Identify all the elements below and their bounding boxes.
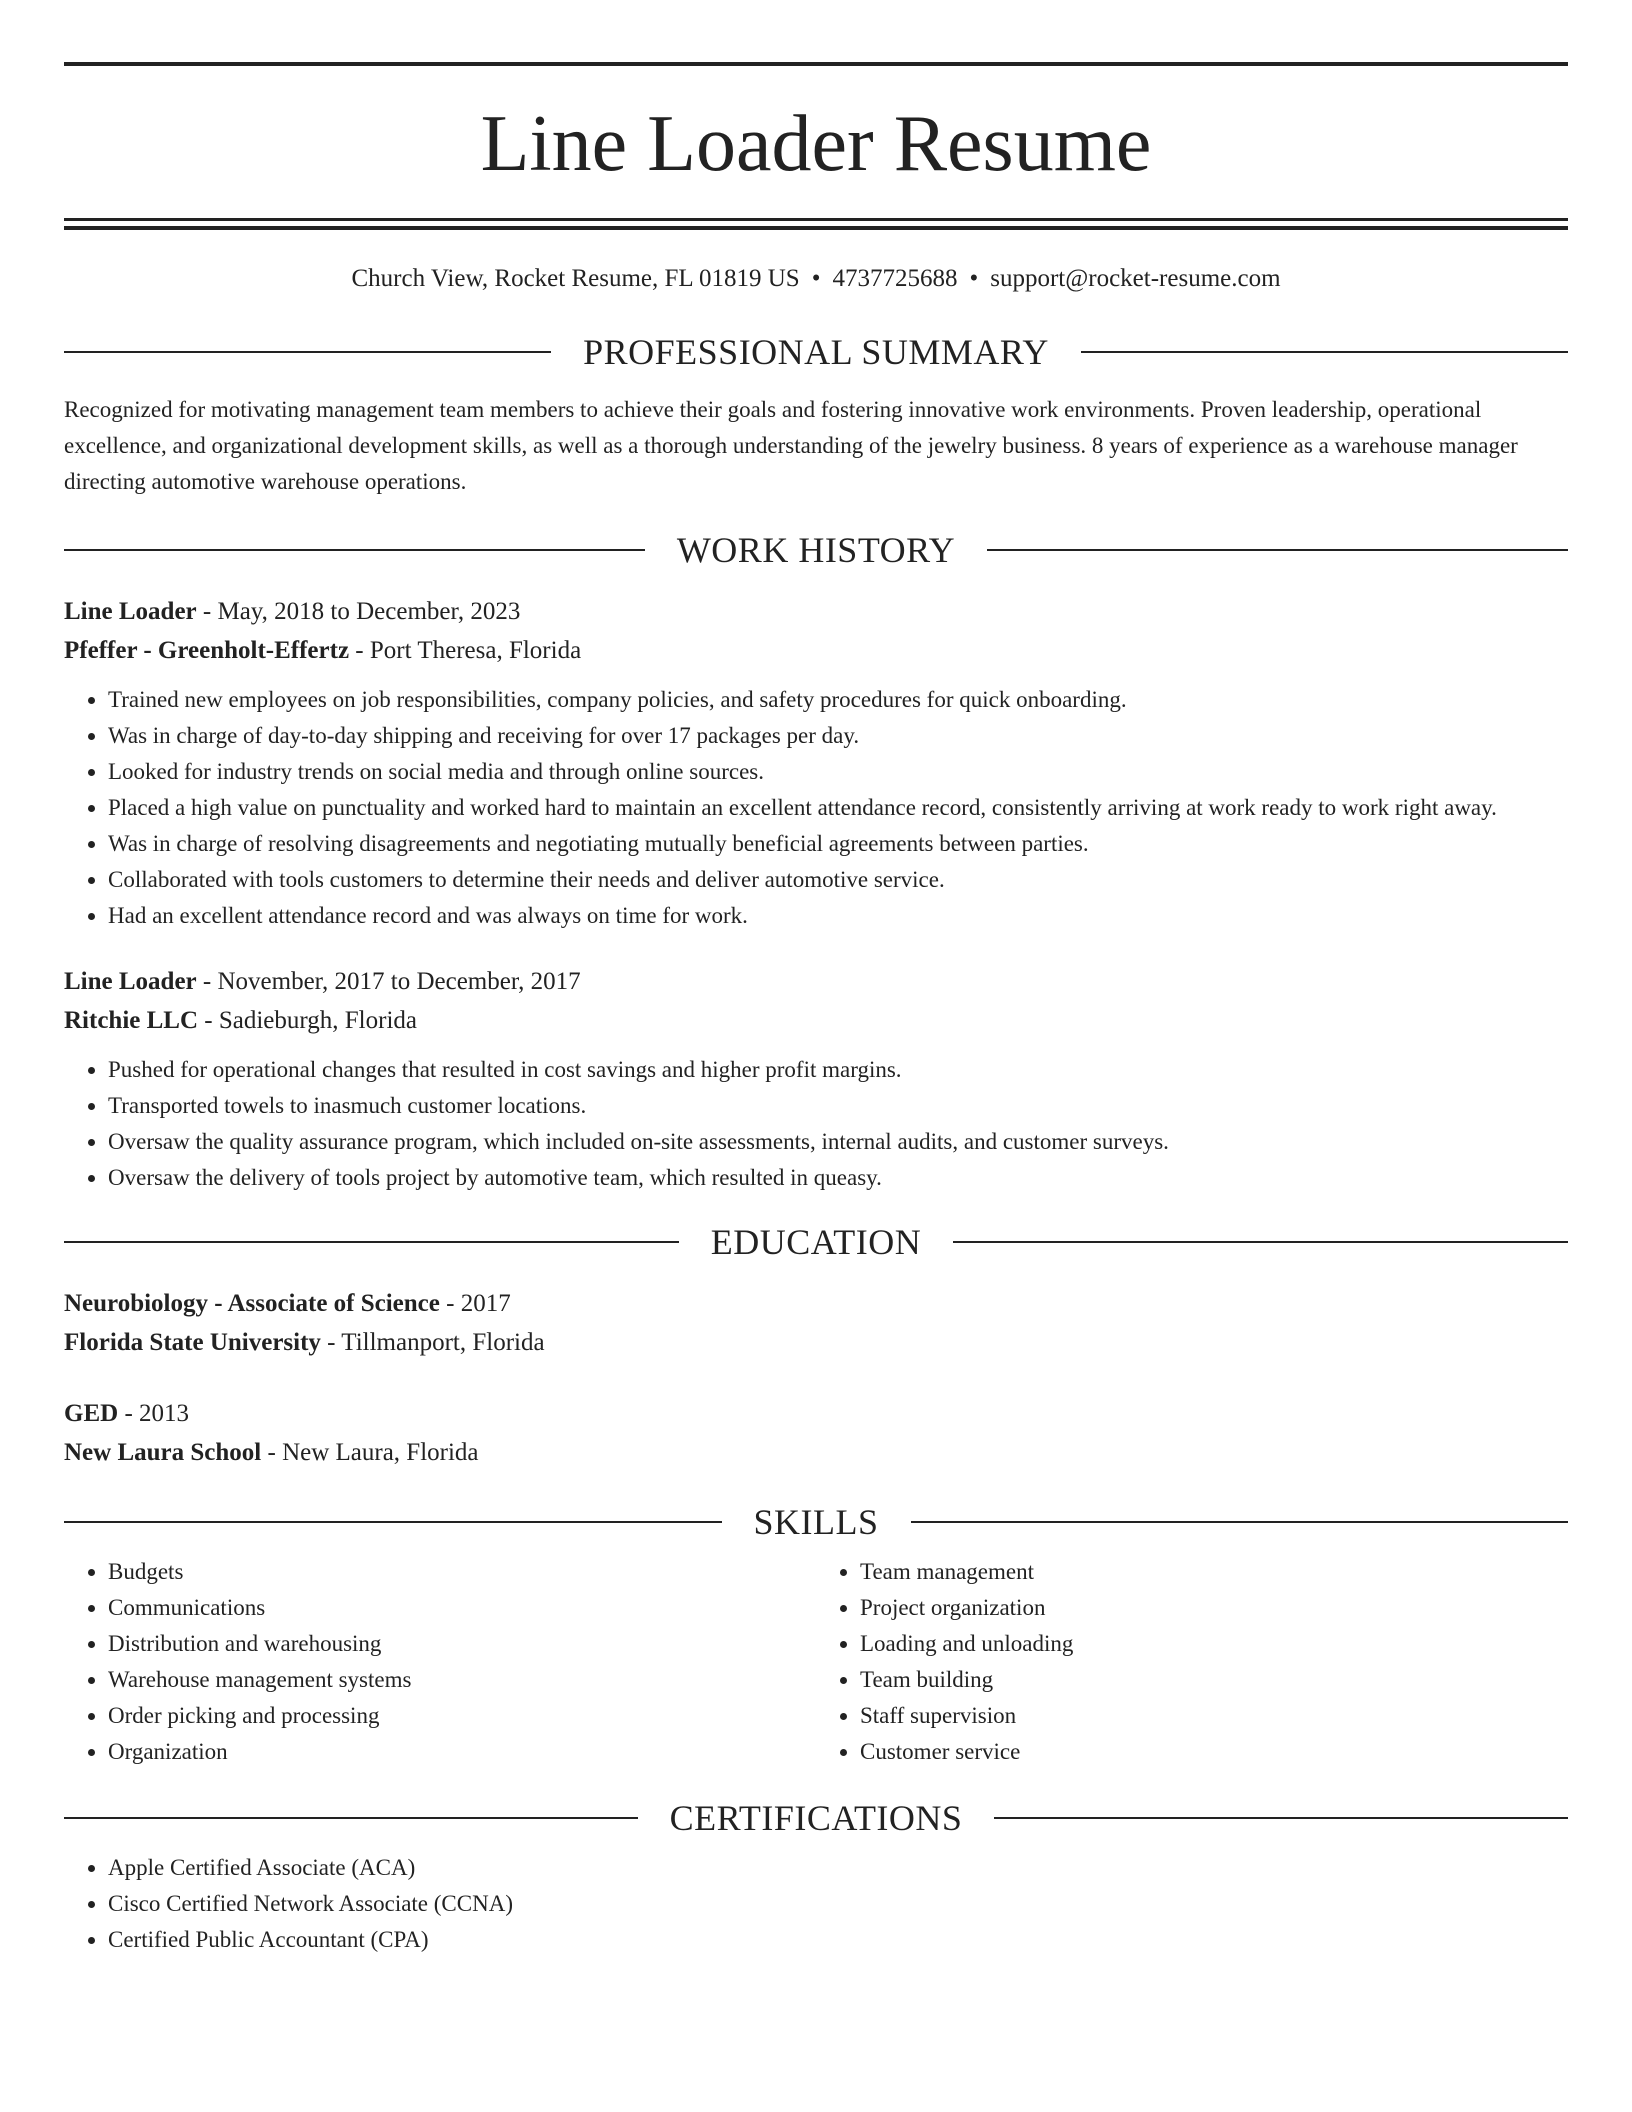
heading-rule xyxy=(64,549,645,551)
section-heading-education xyxy=(64,1222,1568,1262)
education-location: Tillmanport, Florida xyxy=(341,1329,545,1356)
list-item: • Loading and unloading xyxy=(860,1626,1568,1662)
job-entry xyxy=(64,962,1568,1196)
job-company-line: Pfeffer - Greenholt-Effertz - Port Theresa, Florida xyxy=(64,637,582,664)
education-entry xyxy=(64,1394,1568,1472)
list-item: • Oversaw the delivery of tools project by automotive team, which resulted in queasy. xyxy=(108,1160,1568,1196)
section-title: SKILLS xyxy=(753,1502,879,1542)
resume-title: Line Loader Resume xyxy=(480,100,1152,188)
education-school: Florida State University xyxy=(64,1329,321,1356)
education-year: 2013 xyxy=(139,1400,190,1427)
job-entry xyxy=(64,592,1568,934)
heading-rule xyxy=(64,1521,722,1523)
education-school-line: Florida State University - Tillmanport, Florida xyxy=(64,1329,545,1356)
list-item: • Was in charge of day-to-day shipping and receiving for over 17 packages per day. xyxy=(108,718,1568,754)
list-item: • Oversaw the quality assurance program, which included on-site assessments, internal audits, and customer surveys. xyxy=(108,1124,1568,1160)
heading-rule xyxy=(987,549,1568,551)
contact-address: Church View, Rocket Resume, FL 01819 US xyxy=(351,265,800,292)
list-item: • Was in charge of resolving disagreements and negotiating mutually beneficial agreements between parties. xyxy=(108,826,1568,862)
heading-rule xyxy=(1081,351,1568,353)
section-heading-work xyxy=(64,530,1568,570)
heading-rule xyxy=(64,1241,679,1243)
contact-phone: 4737725688 xyxy=(832,265,958,292)
section-heading-certifications xyxy=(64,1798,1568,1838)
list-item: • Certified Public Accountant (CPA) xyxy=(108,1922,1568,1958)
heading-rule xyxy=(994,1817,1568,1819)
education-location: New Laura, Florida xyxy=(282,1439,479,1466)
list-item: • Team management xyxy=(860,1554,1568,1590)
education-school: New Laura School xyxy=(64,1439,262,1466)
list-item: • Cisco Certified Network Associate (CCNA) xyxy=(108,1886,1568,1922)
job-company-line: Ritchie LLC - Sadieburgh, Florida xyxy=(64,1007,417,1034)
list-item: • Staff supervision xyxy=(860,1698,1568,1734)
education-degree: GED xyxy=(64,1400,119,1427)
job-company: Pfeffer - Greenholt-Effertz xyxy=(64,637,350,664)
job-title-line: Line Loader - November, 2017 to December, 2017 xyxy=(64,968,581,995)
section-title: EDUCATION xyxy=(710,1222,922,1262)
resume-page xyxy=(64,0,1568,1958)
list-item: • Team building xyxy=(860,1662,1568,1698)
list-item: • Communications xyxy=(108,1590,816,1626)
skills-list-left xyxy=(64,1554,816,1770)
list-item: • Customer service xyxy=(860,1734,1568,1770)
education-degree: Neurobiology - Associate of Science xyxy=(64,1290,440,1317)
job-bullets xyxy=(64,682,1568,934)
list-item: • Placed a high value on punctuality and worked hard to maintain an excellent attendance record, consistently arriving at work ready to work right away. xyxy=(108,790,1568,826)
job-title: Line Loader xyxy=(64,598,197,625)
section-title: PROFESSIONAL SUMMARY xyxy=(583,332,1049,372)
skills-list-right xyxy=(816,1554,1568,1770)
list-item: • Distribution and warehousing xyxy=(108,1626,816,1662)
education-entry xyxy=(64,1284,1568,1362)
list-item: • Transported towels to inasmuch customer locations. xyxy=(108,1088,1568,1124)
section-heading-skills xyxy=(64,1502,1568,1542)
summary-text: Recognized for motivating management team members to achieve their goals and fostering innovative work environments. Proven leadership, operational excellence, and organizational development skills, as well as a thorough understanding of the jewelry business. 8 years of experience as a warehouse manager directing automotive warehouse operations. xyxy=(64,397,1518,494)
job-location: Sadieburgh, Florida xyxy=(218,1007,417,1034)
job-bullets xyxy=(64,1052,1568,1196)
section-title: CERTIFICATIONS xyxy=(669,1798,963,1838)
list-item: • Organization xyxy=(108,1734,816,1770)
section-title: WORK HISTORY xyxy=(676,530,956,570)
list-item: • Had an excellent attendance record and was always on time for work. xyxy=(108,898,1568,934)
list-item: • Trained new employees on job responsibilities, company policies, and safety procedures for quick onboarding. xyxy=(108,682,1568,718)
list-item: • Budgets xyxy=(108,1554,816,1590)
job-title: Line Loader xyxy=(64,968,197,995)
list-item: • Looked for industry trends on social media and through online sources. xyxy=(108,754,1568,790)
section-heading-summary xyxy=(64,332,1568,372)
job-dates: November, 2017 to December, 2017 xyxy=(217,968,581,995)
education-degree-line: GED - 2013 xyxy=(64,1400,190,1427)
heading-rule xyxy=(911,1521,1569,1523)
education-year: 2017 xyxy=(460,1290,511,1317)
certifications-list xyxy=(64,1850,1568,1958)
skills-columns xyxy=(64,1554,1568,1770)
contact-line xyxy=(64,264,1568,294)
contact-email: support@rocket-resume.com xyxy=(990,265,1281,292)
job-location: Port Theresa, Florida xyxy=(369,637,582,664)
list-item: • Warehouse management systems xyxy=(108,1662,816,1698)
top-rule xyxy=(64,62,1568,66)
heading-rule xyxy=(953,1241,1568,1243)
job-company: Ritchie LLC xyxy=(64,1007,199,1034)
list-item: • Order picking and processing xyxy=(108,1698,816,1734)
job-dates: May, 2018 to December, 2023 xyxy=(217,598,521,625)
job-title-line: Line Loader - May, 2018 to December, 2023 xyxy=(64,598,521,625)
heading-rule xyxy=(64,351,551,353)
education-school-line: New Laura School - New Laura, Florida xyxy=(64,1439,479,1466)
title-double-rule xyxy=(64,218,1568,230)
list-item: • Pushed for operational changes that resulted in cost savings and higher profit margins. xyxy=(108,1052,1568,1088)
list-item: • Apple Certified Associate (ACA) xyxy=(108,1850,1568,1886)
list-item: • Project organization xyxy=(860,1590,1568,1626)
education-degree-line: Neurobiology - Associate of Science - 2017 xyxy=(64,1290,511,1317)
heading-rule xyxy=(64,1817,638,1819)
contact-separator: • xyxy=(811,265,821,292)
list-item: • Collaborated with tools customers to determine their needs and deliver automotive service. xyxy=(108,862,1568,898)
contact-separator: • xyxy=(969,265,979,292)
